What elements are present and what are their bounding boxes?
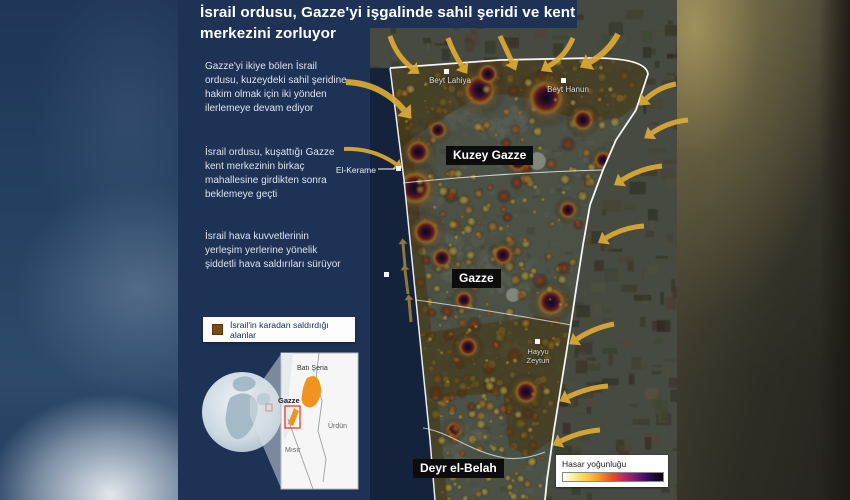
label-el-kerame: El-Kerame [335, 165, 376, 175]
label-beyt-lahiya: Beyt Lahiya [429, 76, 471, 85]
paragraph-2: İsrail ordusu, kuşattığı Gazze kent merkezinin birkaç mahallesine girdikten sonra beklemeye geçti [205, 147, 335, 200]
inset-label-egypt: Mısır [285, 447, 301, 454]
boundary-north-gazze [403, 170, 603, 183]
inset-label-gazze: Gazze [278, 396, 300, 405]
gaza-coast-border [390, 68, 435, 500]
damage-density-legend [556, 455, 668, 487]
page-title: İsrail ordusu, Gazze'yi işgalinde sahil şeridi ve kent merkezini zorluyor [200, 4, 576, 42]
paragraph-3: İsrail hava kuvvetlerinin yerleşim yerlerine yönelik şiddetli hava saldırıları sürüyor [205, 231, 341, 270]
el-kerame-marker [396, 166, 401, 171]
boundary-deyr-south [423, 428, 545, 459]
attack-arrows [344, 34, 688, 448]
beyt-hanun-marker [561, 78, 566, 83]
damage-gradient-bar [562, 472, 664, 482]
label-hayyu-zeytun: Hayyu Zeytun [526, 347, 550, 365]
ground-assault-legend-label: İsrail'in karadan saldırdığı alanlar [230, 319, 329, 340]
inset-label-west-bank: Batı Şeria [297, 365, 328, 372]
label-beyt-hanun: Beyt Hanun [547, 85, 589, 94]
boundary-gazze-deyr [416, 300, 571, 325]
ground-assault-legend [203, 317, 355, 342]
port-marker [384, 272, 389, 277]
paragraph-1: Gazze'yi ikiye bölen İsrail ordusu, kuzeydeki sahil şeridine hakim olmak için iki yönden ilerlemeye devam ediyor [205, 61, 347, 114]
inset-label-jordan: Ürdün [328, 423, 348, 430]
place-markers [384, 69, 566, 344]
damage-legend-title: Hasar yoğunluğu [562, 459, 627, 469]
brown-area-swatch-icon [212, 324, 223, 335]
hayyu-zeytun-marker [535, 339, 540, 344]
beyt-lahiya-marker [444, 69, 449, 74]
locator-inset [190, 346, 370, 496]
label-kuzey-gazze: Kuzey Gazze [446, 146, 533, 165]
regional-map-card [278, 353, 358, 489]
label-gazze: Gazze [452, 269, 501, 288]
label-deyr-el-belah: Deyr el-Belah [413, 459, 504, 478]
